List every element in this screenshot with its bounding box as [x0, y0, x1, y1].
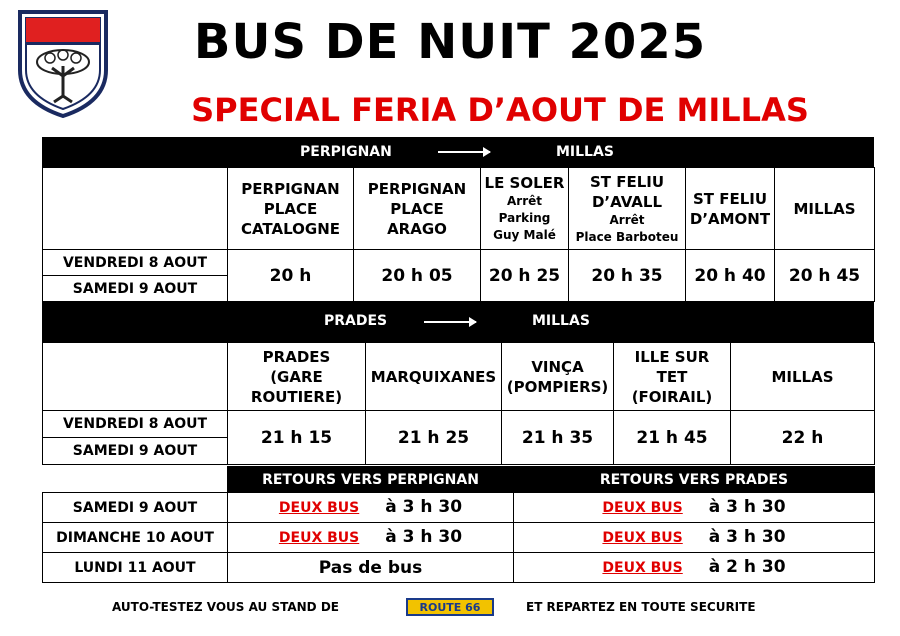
bus-count: DEUX BUS — [602, 560, 683, 576]
arrow-right-icon — [438, 151, 490, 153]
empty-cell — [43, 168, 228, 250]
route-prades-millas — [42, 302, 874, 465]
stop-ille-sur-tet: ILLE SUR TET (FOIRAIL) — [614, 343, 731, 411]
route-destination: MILLAS — [532, 313, 590, 329]
return-row — [43, 523, 875, 553]
bus-count: DEUX BUS — [278, 500, 360, 516]
route-perpignan-millas — [42, 137, 874, 302]
route-origin: PRADES — [324, 313, 388, 329]
footer-left-text: AUTO-TESTEZ VOUS AU STAND DE — [112, 600, 339, 614]
time-cell: 21 h 35 — [502, 411, 614, 465]
time-cell: 21 h 45 — [614, 411, 731, 465]
village-crest-logo — [18, 10, 108, 118]
time-cell: 20 h 25 — [481, 250, 569, 302]
bus-count: DEUX BUS — [602, 500, 683, 516]
return-perpignan-cell: Pas de bus — [228, 553, 514, 583]
bus-count: DEUX BUS — [602, 530, 683, 546]
return-prades-cell — [514, 523, 875, 553]
time-cell: 21 h 25 — [366, 411, 502, 465]
time-cell: 20 h 45 — [775, 250, 875, 302]
return-perpignan-cell — [228, 493, 514, 523]
empty-cell — [43, 467, 228, 493]
schedule-table-1 — [42, 167, 875, 302]
day-label: SAMEDI 9 AOUT — [43, 276, 228, 302]
return-time: à 2 h 30 — [708, 557, 786, 577]
stop-st-feliu-davall: ST FELIU D’AVALL Arrêt Place Barboteu — [569, 168, 686, 250]
footer-right-text: ET REPARTEZ EN TOUTE SECURITE — [526, 600, 756, 614]
tree-crest-icon — [18, 10, 108, 118]
return-row — [43, 493, 875, 523]
bus-count: DEUX BUS — [278, 530, 360, 546]
arrow-right-icon — [424, 321, 476, 323]
day-label: DIMANCHE 10 AOUT — [43, 523, 228, 553]
footer — [0, 598, 900, 618]
stop-millas: MILLAS — [775, 168, 875, 250]
route-origin: PERPIGNAN — [300, 144, 392, 160]
time-cell: 22 h — [731, 411, 875, 465]
stop-st-feliu-damont: ST FELIU D’AMONT — [686, 168, 775, 250]
return-time: à 3 h 30 — [708, 527, 786, 547]
day-label: VENDREDI 8 AOUT — [43, 250, 228, 276]
stop-le-soler: LE SOLER Arrêt Parking Guy Malé — [481, 168, 569, 250]
returns-table — [42, 466, 875, 583]
route-destination: MILLAS — [556, 144, 614, 160]
returns-section — [42, 466, 874, 583]
stops-row — [43, 343, 875, 411]
stop-perpignan-catalogne: PERPIGNAN PLACE CATALOGNE — [228, 168, 354, 250]
day-row — [43, 411, 875, 438]
return-time: à 3 h 30 — [385, 527, 463, 547]
return-time: à 3 h 30 — [385, 497, 463, 517]
stop-prades: PRADES (GARE ROUTIERE) — [228, 343, 366, 411]
return-time: à 3 h 30 — [708, 497, 786, 517]
page-subtitle: SPECIAL FERIA D’AOUT DE MILLAS — [191, 91, 809, 129]
day-row — [43, 250, 875, 276]
stop-millas: MILLAS — [731, 343, 875, 411]
time-cell: 21 h 15 — [228, 411, 366, 465]
time-cell: 20 h 40 — [686, 250, 775, 302]
stop-vinca: VINÇA (POMPIERS) — [502, 343, 614, 411]
return-perpignan-cell — [228, 523, 514, 553]
empty-cell — [43, 343, 228, 411]
schedule-table-2 — [42, 342, 875, 465]
return-prades-cell — [514, 493, 875, 523]
returns-header-row — [43, 467, 875, 493]
returns-perpignan-header: RETOURS VERS PERPIGNAN — [228, 467, 514, 493]
day-label: SAMEDI 9 AOUT — [43, 438, 228, 465]
route66-logo: ROUTE 66 — [406, 598, 494, 616]
route-header-bar — [42, 302, 874, 342]
returns-prades-header: RETOURS VERS PRADES — [514, 467, 875, 493]
stop-perpignan-arago: PERPIGNAN PLACE ARAGO — [354, 168, 481, 250]
time-cell: 20 h 35 — [569, 250, 686, 302]
stops-row — [43, 168, 875, 250]
day-label: SAMEDI 9 AOUT — [43, 493, 228, 523]
day-label: VENDREDI 8 AOUT — [43, 411, 228, 438]
stop-marquixanes: MARQUIXANES — [366, 343, 502, 411]
return-row — [43, 553, 875, 583]
route-header-bar — [42, 137, 874, 167]
return-prades-cell — [514, 553, 875, 583]
time-cell: 20 h — [228, 250, 354, 302]
day-label: LUNDI 11 AOUT — [43, 553, 228, 583]
time-cell: 20 h 05 — [354, 250, 481, 302]
page-title: BUS DE NUIT 2025 — [193, 14, 707, 70]
